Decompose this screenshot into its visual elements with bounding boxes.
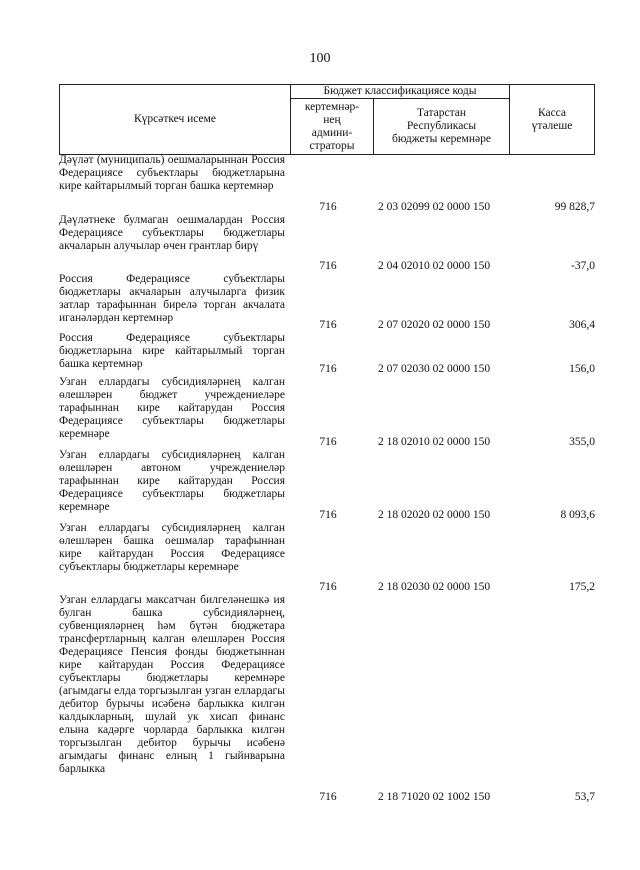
table-header [59,84,595,155]
row-name: Россия Федерациясе субъектлары бюджетлары акчаларын алучыларга физик затлар тарафыннан бирелә торган акчалата иганәләрдән кертемнәр [59,273,285,324]
row-name: Узган еллардагы субсидияләрнең калган өлешләрен бюджет учреждениеләре тарафыннан кире кайтарудан Россия Федерациясе субъектлары бюджетлары керемнәре [59,376,285,440]
row-class-code: 2 18 71020 02 1002 150 [377,791,491,803]
table-row [59,214,595,273]
row-admin-code: 716 [319,363,337,375]
row-amount: 8 093,6 [560,509,595,521]
row-class-code: 2 18 02020 02 0000 150 [377,509,491,521]
header-budget-class-codes: Бюджет классификациясе коды [291,85,510,99]
row-class-code: 2 07 02020 02 0000 150 [377,319,491,331]
row-name: Узган еллардагы субсидияләрнең калган өлешләрен башка оешмалар тарафыннан кире кайтарудан Россия Федерациясе субъектлары бюджетлары керемнәре [59,522,285,573]
row-admin-code: 716 [319,201,337,213]
row-admin-code: 716 [319,509,337,521]
row-amount: 99 828,7 [554,201,595,213]
row-class-code: 2 18 02030 02 0000 150 [377,581,491,593]
row-name: Дәүләт (муниципаль) оешмаларыннан Россия Федерациясе субъектлары бюджетларына кире кайтарылмый торган башка кертемнәр [59,154,285,192]
row-admin-code: 716 [319,319,337,331]
row-name: Дәүләтнеке булмаган оешмалардан Россия Федерациясе субъектлары бюджетлары акчаларын алучылар өчен грантлар бирү [59,214,285,252]
table-row [59,273,595,332]
row-amount: -37,0 [571,260,595,272]
row-class-code: 2 04 02010 02 0000 150 [377,260,491,272]
header-revenue: Татарстан Республикасы бюджеты керемнәре [374,99,510,155]
row-amount: 355,0 [569,436,595,448]
row-admin-code: 716 [319,581,337,593]
row-admin-code: 716 [319,436,337,448]
row-amount: 53,7 [574,791,595,803]
header-cash-execution: Касса үтәлеше [510,85,595,155]
table-row [59,522,595,594]
row-amount: 306,4 [569,319,595,331]
row-admin-code: 716 [319,260,337,272]
table-row [59,332,595,376]
table-row [59,154,595,214]
row-name: Узган еллардагы максатчан билгеләнешкә ия булган башка субсидияләрнең, субвенцияләрнең һәм бүтән бюджетара трансфертларның калган өлешләрен Россия Федерациясе Пенсия фонды бюджетыннан кире кайтарудан Россия Федерациясе субъектлары бюджетлары керемнәре (агымдагы елда торгызылган узган еллардагы дебитор бурычы исәбенә барлыкка килгән калдыкларның, шулай ук хисап финанс елына кадәрге чорларда барлыкка килгән торгызылган дебитор бурычы исәбенә агымдагы финанс елның 1 гыйнварына барлыкка [59,594,285,775]
row-name: Узган еллардагы субсидияләрнең калган өлешләрен автоном учреждениеләр тарафыннан кире кайтарудан Россия Федерациясе субъектлары бюджетлары керемнәре [59,449,285,513]
row-class-code: 2 07 02030 02 0000 150 [377,363,491,375]
row-class-code: 2 18 02010 02 0000 150 [377,436,491,448]
table-body [59,154,595,804]
page-number: 100 [309,51,331,66]
row-amount: 156,0 [569,363,595,375]
table-row [59,449,595,522]
row-name: Россия Федерациясе субъектлары бюджетларына кире кайтарылмый торган башка кертемнәр [59,332,285,370]
header-administrator: кертемнәр- нең админи- страторы [291,99,374,155]
row-amount: 175,2 [569,581,595,593]
row-admin-code: 716 [319,791,337,803]
row-class-code: 2 03 02099 02 0000 150 [377,201,491,213]
table-row [59,376,595,449]
table-row [59,594,595,804]
header-indicator-name: Күрсәткеч исеме [60,85,291,155]
